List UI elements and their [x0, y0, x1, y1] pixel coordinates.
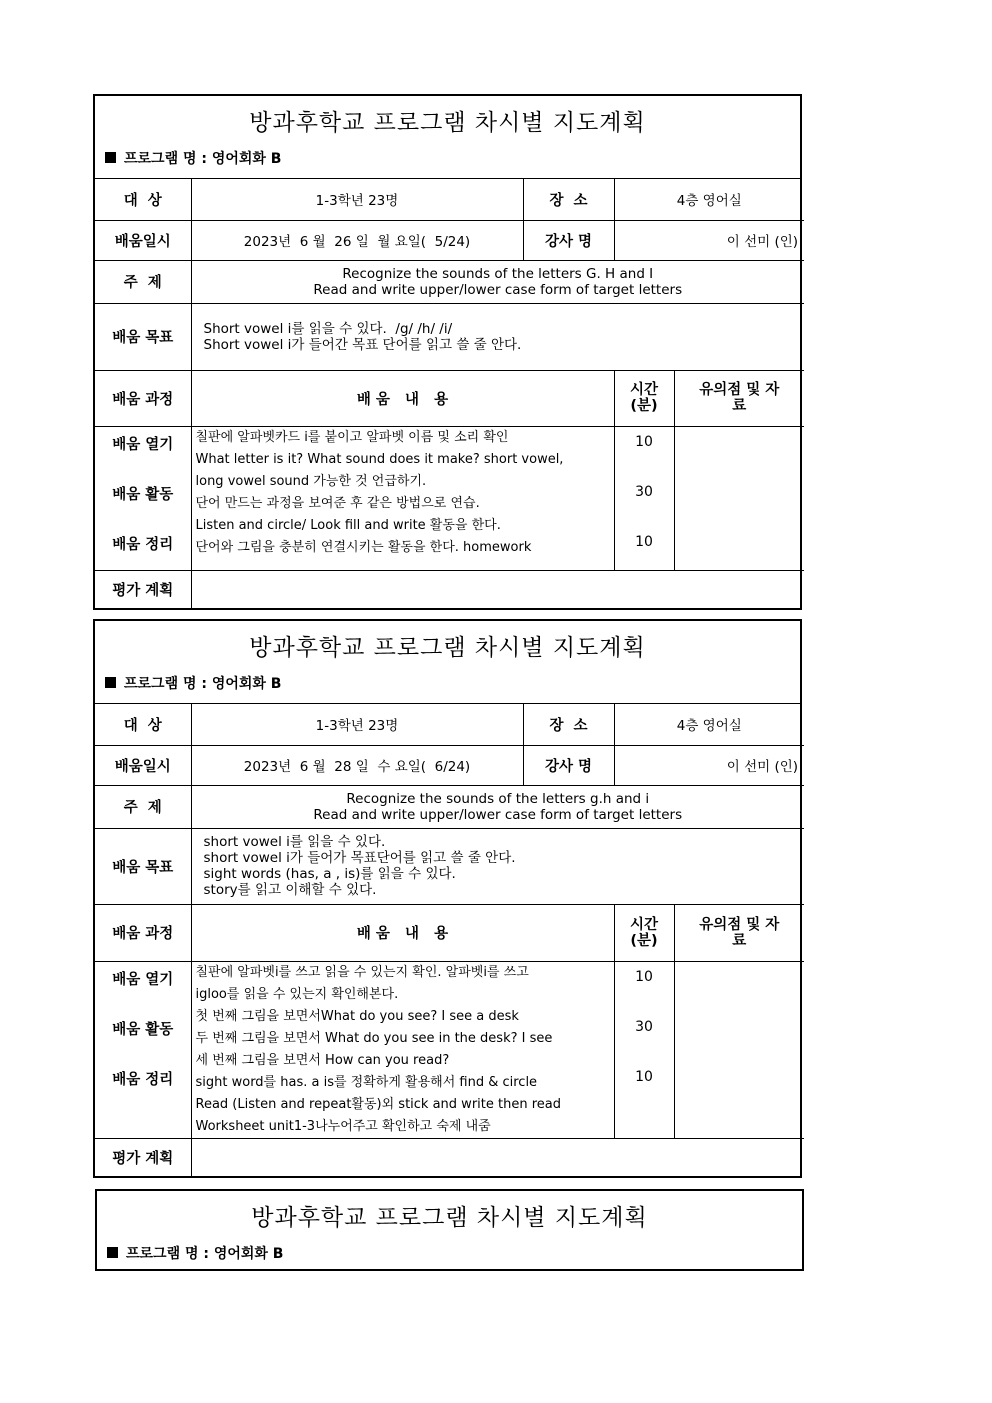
target-value: 1-3학년 23명 [191, 179, 523, 220]
time-value: 10 [635, 433, 653, 450]
content-header: 배 움 내 용 [191, 904, 614, 961]
program-name [105, 673, 281, 693]
program-name-text: 프로그램 명 : 영어회화 B [124, 151, 282, 167]
time-value: 10 [635, 533, 653, 550]
goal-label: 배움 목표 [95, 828, 191, 904]
lesson-plan-1 [93, 94, 802, 610]
content-line: 칠판에 알파벳카드 i를 붙이고 알파벳 이름 및 소리 확인 [195, 429, 509, 445]
content-line: Worksheet unit1-3나누어주고 확인하고 숙제 내줌 [195, 1118, 491, 1134]
goal-line: Short vowel i를 읽을 수 있다. /g/ /h/ /i/ [203, 320, 453, 337]
step-activity-label: 배움 활동 [112, 1021, 174, 1038]
content-header: 배 움 내 용 [191, 370, 614, 426]
square-bullet-icon [105, 677, 116, 688]
content-line: 세 번째 그림을 보면서 How can you read? [195, 1052, 450, 1068]
topic-value [191, 260, 804, 303]
time-value: 30 [635, 483, 653, 500]
place-label: 장 소 [523, 704, 614, 745]
place-label: 장 소 [523, 179, 614, 220]
program-name [105, 148, 281, 168]
content-line: sight word를 has. a is를 정확하게 활용해서 find & circle [195, 1074, 538, 1090]
goal-value [191, 828, 804, 904]
target-label: 대 상 [95, 704, 191, 745]
plan-title: 방과후학교 프로그램 차시별 지도계획 [251, 1205, 648, 1231]
eval-label: 평가 계획 [95, 1138, 191, 1176]
step-close-label: 배움 정리 [112, 1071, 174, 1088]
step-open-label: 배움 열기 [112, 971, 174, 988]
eval-value [191, 570, 804, 608]
place-value: 4층 영어실 [614, 704, 804, 745]
program-name-text: 프로그램 명 : 영어회화 B [124, 676, 282, 692]
process-label: 배움 과정 [95, 370, 191, 426]
eval-label: 평가 계획 [95, 570, 191, 608]
topic-line: Read and write upper/lower case form of target letters [313, 806, 683, 823]
topic-value [191, 785, 804, 828]
eval-value [191, 1138, 804, 1176]
time-header: 시간 (분) [614, 370, 674, 426]
step-open-label: 배움 열기 [112, 436, 174, 453]
goal-label: 배움 목표 [95, 303, 191, 370]
content-line: 칠판에 알파벳i를 쓰고 읽을 수 있는지 확인. 알파벳i를 쓰고 [195, 964, 529, 980]
goal-line: sight words (has, a , is)를 읽을 수 있다. [203, 866, 456, 882]
plan-title: 방과후학교 프로그램 차시별 지도계획 [249, 635, 646, 661]
target-label: 대 상 [95, 179, 191, 220]
plan-title: 방과후학교 프로그램 차시별 지도계획 [249, 110, 646, 136]
time-header: 시간 (분) [614, 904, 674, 961]
topic-line: Read and write upper/lower case form of target letters [313, 281, 683, 298]
time-value: 30 [635, 1018, 653, 1035]
goal-value [191, 303, 804, 370]
teacher-label: 강사 명 [523, 220, 614, 260]
content-line: igloo를 읽을 수 있는지 확인해본다. [195, 986, 399, 1002]
date-label: 배움일시 [95, 220, 191, 260]
time-value: 10 [635, 1068, 653, 1085]
content-line: Listen and circle/ Look fill and write 활동을 한다. [195, 517, 501, 533]
topic-line: Recognize the sounds of the letters g.h and i [346, 790, 650, 807]
place-value: 4층 영어실 [614, 179, 804, 220]
content-line: What letter is it? What sound does it make? short vowel, [195, 451, 564, 467]
program-name-text: 프로그램 명 : 영어회화 B [126, 1246, 284, 1262]
goal-line: story를 읽고 이해할 수 있다. [203, 882, 377, 898]
content-line: 첫 번째 그림을 보면서What do you see? I see a desk [195, 1008, 519, 1024]
topic-label: 주 제 [95, 785, 191, 828]
time-value: 10 [635, 968, 653, 985]
date-value: 2023년 6 월 26 일 월 요일( 5/24) [191, 220, 523, 260]
lesson-plan-2 [93, 619, 802, 1178]
content-cell [191, 426, 614, 570]
plan-header [97, 1191, 802, 1269]
content-line: Read (Listen and repeat활동)외 stick and write then read [195, 1096, 561, 1112]
notes-cell [674, 961, 804, 1138]
content-line: long vowel sound 가능한 것 언급하기. [195, 473, 427, 489]
plan-header [95, 96, 800, 179]
content-line: 단어와 그림을 충분히 연결시키는 활동을 한다. homework [195, 539, 532, 555]
time-cell [614, 426, 674, 570]
step-close-label: 배움 정리 [112, 536, 174, 553]
teacher-value: 이 선미 (인) [614, 220, 804, 260]
goal-line: short vowel i를 읽을 수 있다. [203, 834, 386, 850]
square-bullet-icon [107, 1247, 118, 1258]
notes-cell [674, 426, 804, 570]
teacher-value: 이 선미 (인) [614, 745, 804, 785]
lesson-plan-3 [95, 1189, 804, 1271]
date-label: 배움일시 [95, 745, 191, 785]
topic-line: Recognize the sounds of the letters G. H and I [342, 265, 654, 282]
date-value: 2023년 6 월 28 일 수 요일( 6/24) [191, 745, 523, 785]
topic-label: 주 제 [95, 260, 191, 303]
plan-header [95, 621, 800, 704]
step-activity-label: 배움 활동 [112, 486, 174, 503]
goal-line: Short vowel i가 들어간 목표 단어를 읽고 쓸 줄 안다. [203, 336, 522, 353]
notes-header: 유의점 및 자료 [674, 904, 804, 961]
time-cell [614, 961, 674, 1138]
step-labels [95, 961, 191, 1138]
teacher-label: 강사 명 [523, 745, 614, 785]
process-label: 배움 과정 [95, 904, 191, 961]
program-name [107, 1243, 283, 1263]
goal-line: short vowel i가 들어가 목표단어를 읽고 쓸 줄 안다. [203, 850, 516, 866]
target-value: 1-3학년 23명 [191, 704, 523, 745]
content-line: 두 번째 그림을 보면서 What do you see in the desk? I see [195, 1030, 553, 1046]
step-labels [95, 426, 191, 570]
plan-table [95, 704, 804, 1176]
notes-header: 유의점 및 자료 [674, 370, 804, 426]
plan-table [95, 179, 804, 608]
content-cell [191, 961, 614, 1138]
square-bullet-icon [105, 152, 116, 163]
content-line: 단어 만드는 과정을 보여준 후 같은 방법으로 연습. [195, 495, 480, 511]
